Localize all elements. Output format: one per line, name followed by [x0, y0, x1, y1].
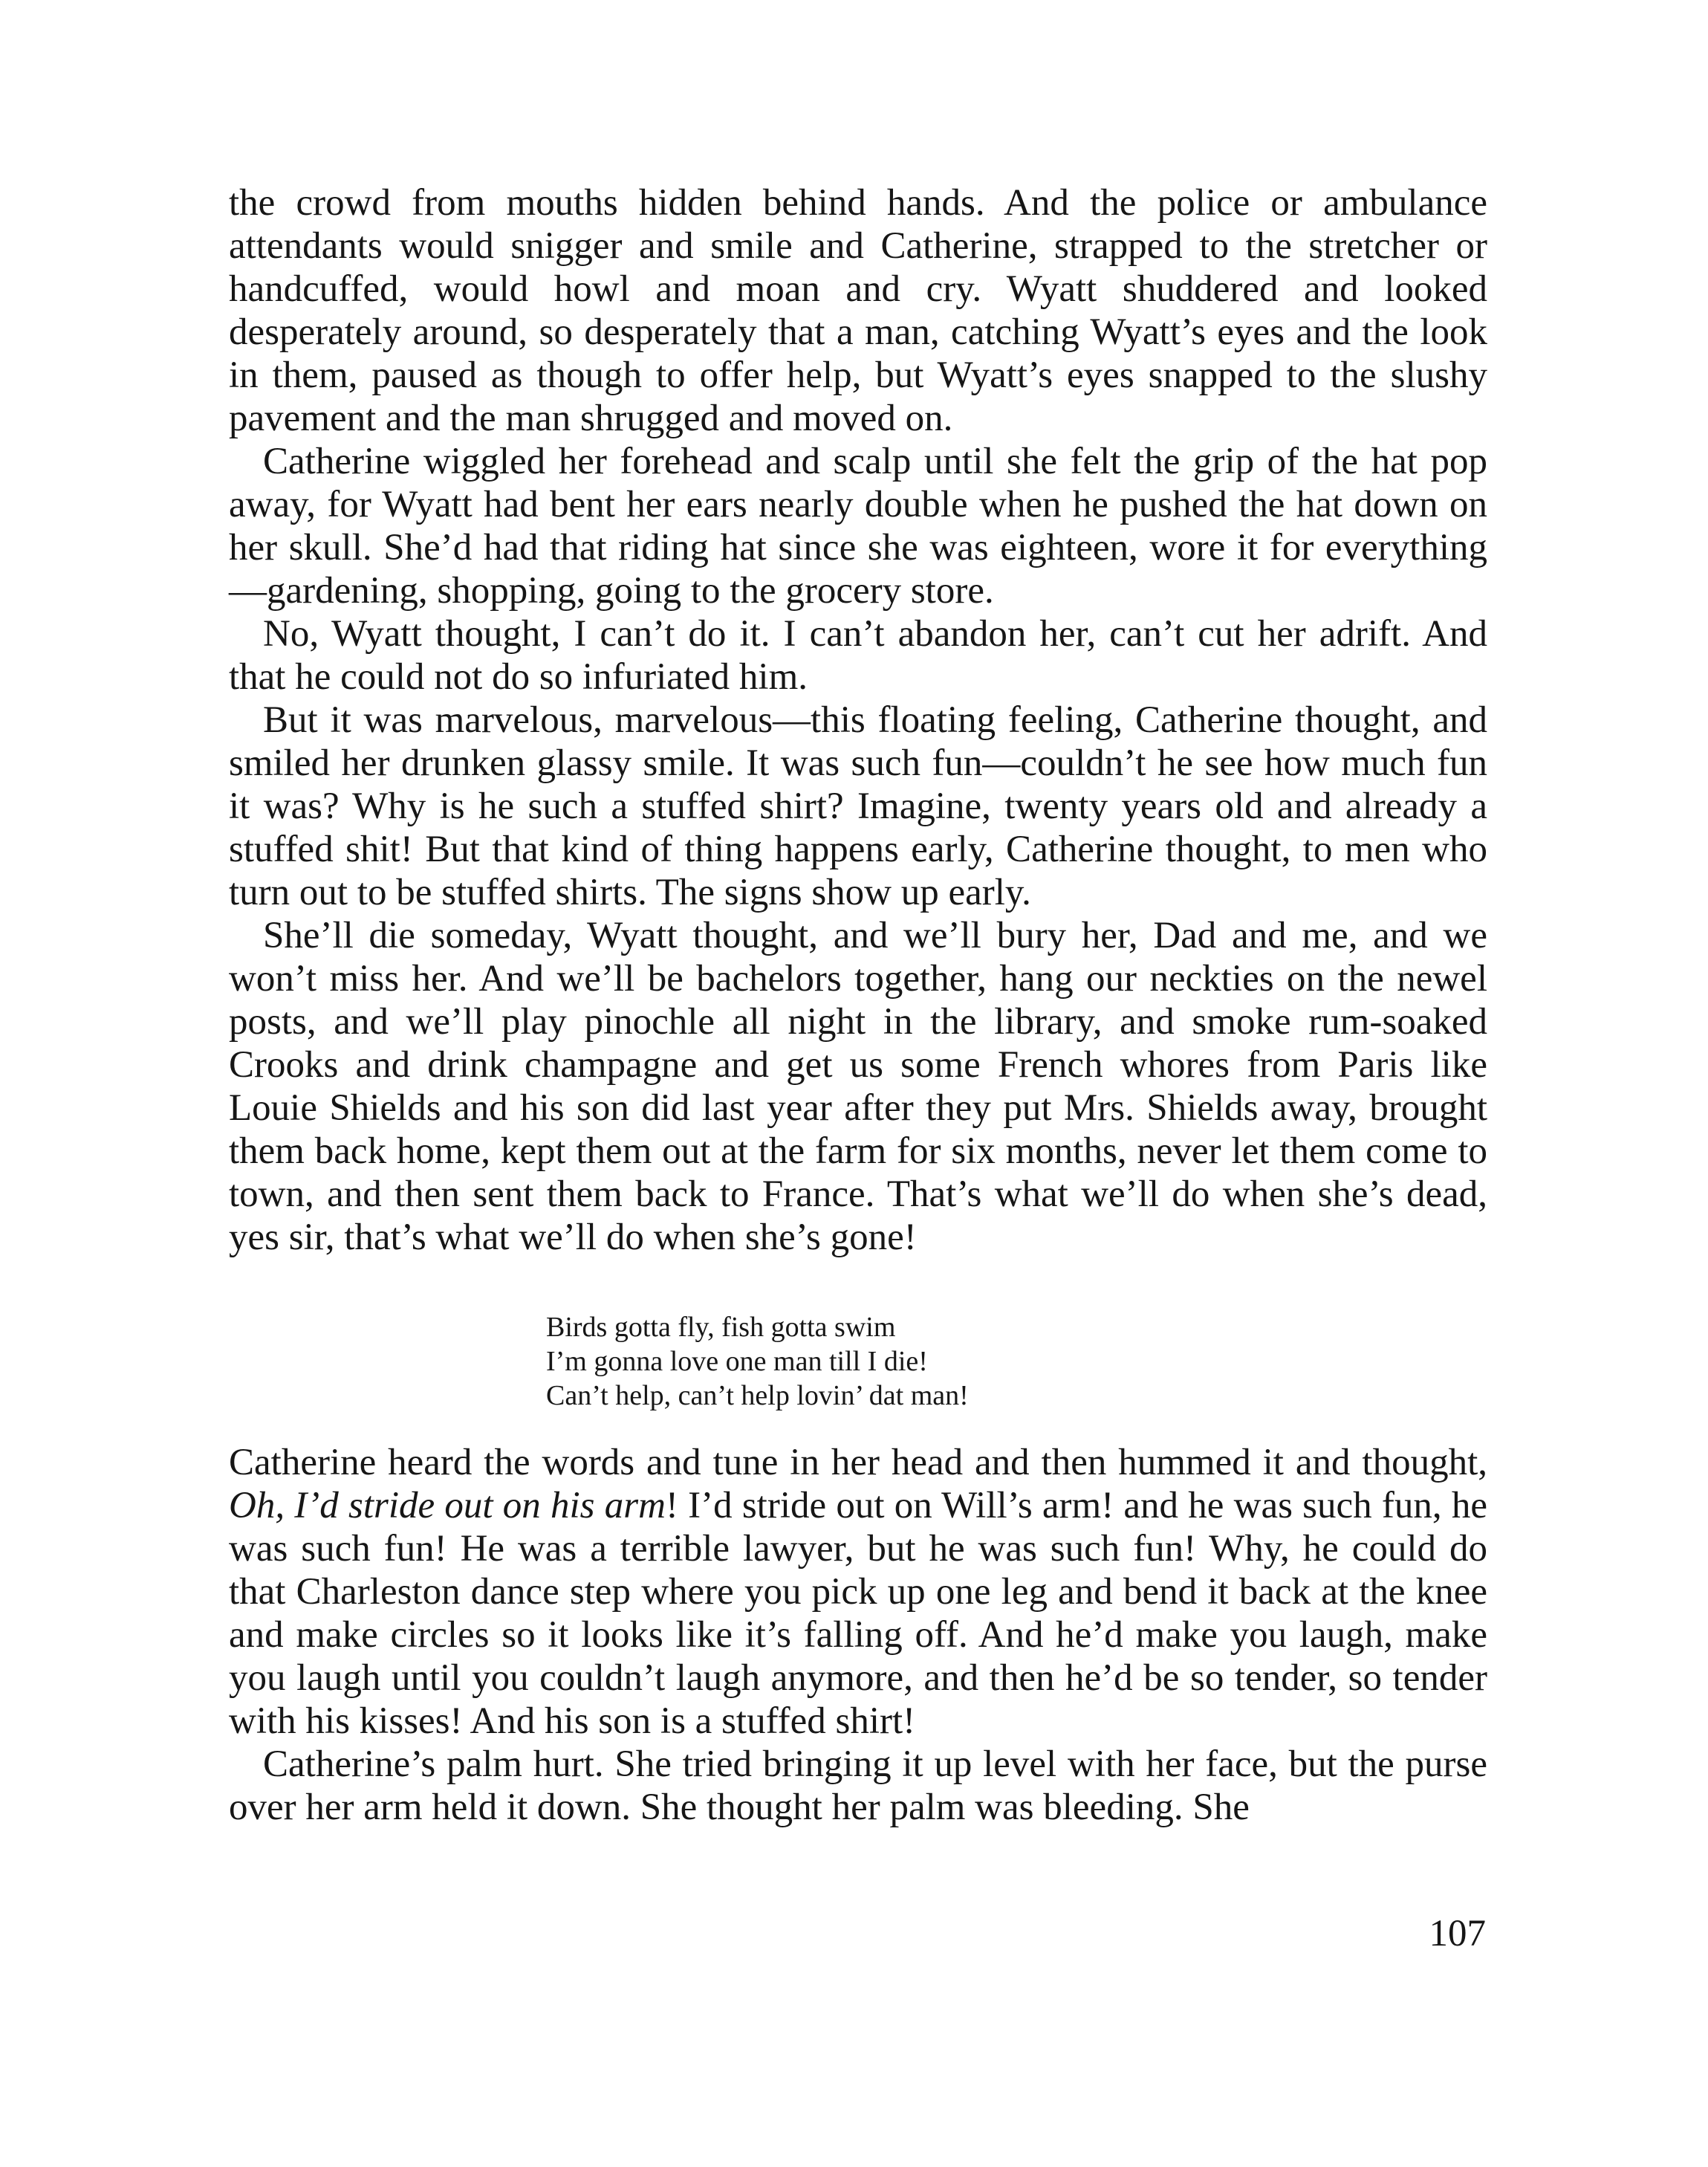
paragraph-stride — [229, 1441, 1487, 1743]
paragraph-palm: Catherine’s palm hurt. She tried bringing it up level with her face, but the purse over her arm held it down. She thought her palm was bleeding. She — [229, 1743, 1487, 1828]
song-line: I’m gonna love one man till I die! — [546, 1346, 928, 1377]
paragraph-stride-italic: Oh, I’d stride out on his arm — [229, 1485, 666, 1526]
body-text-bottom — [229, 1441, 1487, 1829]
paragraph-stride-lead: Catherine heard the words and tune in her head and then hummed it and thought, — [229, 1442, 1487, 1483]
paragraph-hat: Catherine wiggled her forehead and scalp until she felt the grip of the hat pop away, for Wyatt had bent her ears nearly double when he pushed the hat down on her skull. She’d had that riding hat since she was eighteen, wore it for everything—gardening, shopping, going to the grocery store. — [229, 441, 1487, 612]
song-line: Birds gotta fly, fish gotta swim — [546, 1312, 896, 1343]
paragraph-stride-rest: ! I’d stride out on Will’s arm! and he was such fun, he was such fun! He was a terrible lawyer, but he was such fun! Why, he could do that Charleston dance step where you pick up one leg and bend it back at the knee and make circles so it looks like it’s falling off. And he’d make you laugh, make you laugh until you couldn’t laugh anymore, and then he’d be so tender, so tender with his kisses! And his son is a stuffed shirt! — [229, 1485, 1487, 1742]
body-text-top — [229, 181, 1487, 1259]
paragraph-marvelous: But it was marvelous, marvelous—this floating feeling, Catherine thought, and smiled her drunken glassy smile. It was such fun—couldn’t he see how much fun it was? Why is he such a stuffed shirt? Imagine, twenty years old and already a stuffed shit! But that kind of thing happens early, Catherine thought, to men who turn out to be stuffed shirts. The signs show up early. — [229, 699, 1487, 913]
song-line: Can’t help, can’t help lovin’ dat man! — [546, 1380, 969, 1411]
page-number: 107 — [1429, 1913, 1486, 1954]
paragraph-continued: the crowd from mouths hidden behind hands. And the police or ambulance attendants would snigger and smile and Catherine, strapped to the stretcher or handcuffed, would howl and moan and cry. Wyatt shuddered and looked desperately around, so desperately that a man, catching Wyatt’s eyes and the look in them, paused as though to offer help, but Wyatt’s eyes snapped to the slushy pavement and the man shrugged and moved on. — [229, 182, 1487, 439]
song-lyrics — [546, 1310, 1140, 1413]
paragraph-abandon: No, Wyatt thought, I can’t do it. I can’t abandon her, can’t cut her adrift. And that he could not do so infuriated him. — [229, 613, 1487, 698]
paragraph-bachelors: She’ll die someday, Wyatt thought, and we’ll bury her, Dad and me, and we won’t miss her. And we’ll be bachelors together, hang our neckties on the newel posts, and we’ll play pinochle all night in the library, and smoke rum-soaked Crooks and drink champagne and get us some French whores from Paris like Louie Shields and his son did last year after they put Mrs. Shields away, brought them back home, kept them out at the farm for six months, never let them come to town, and then sent them back to France. That’s what we’ll do when she’s dead, yes sir, that’s what we’ll do when she’s gone! — [229, 915, 1487, 1258]
